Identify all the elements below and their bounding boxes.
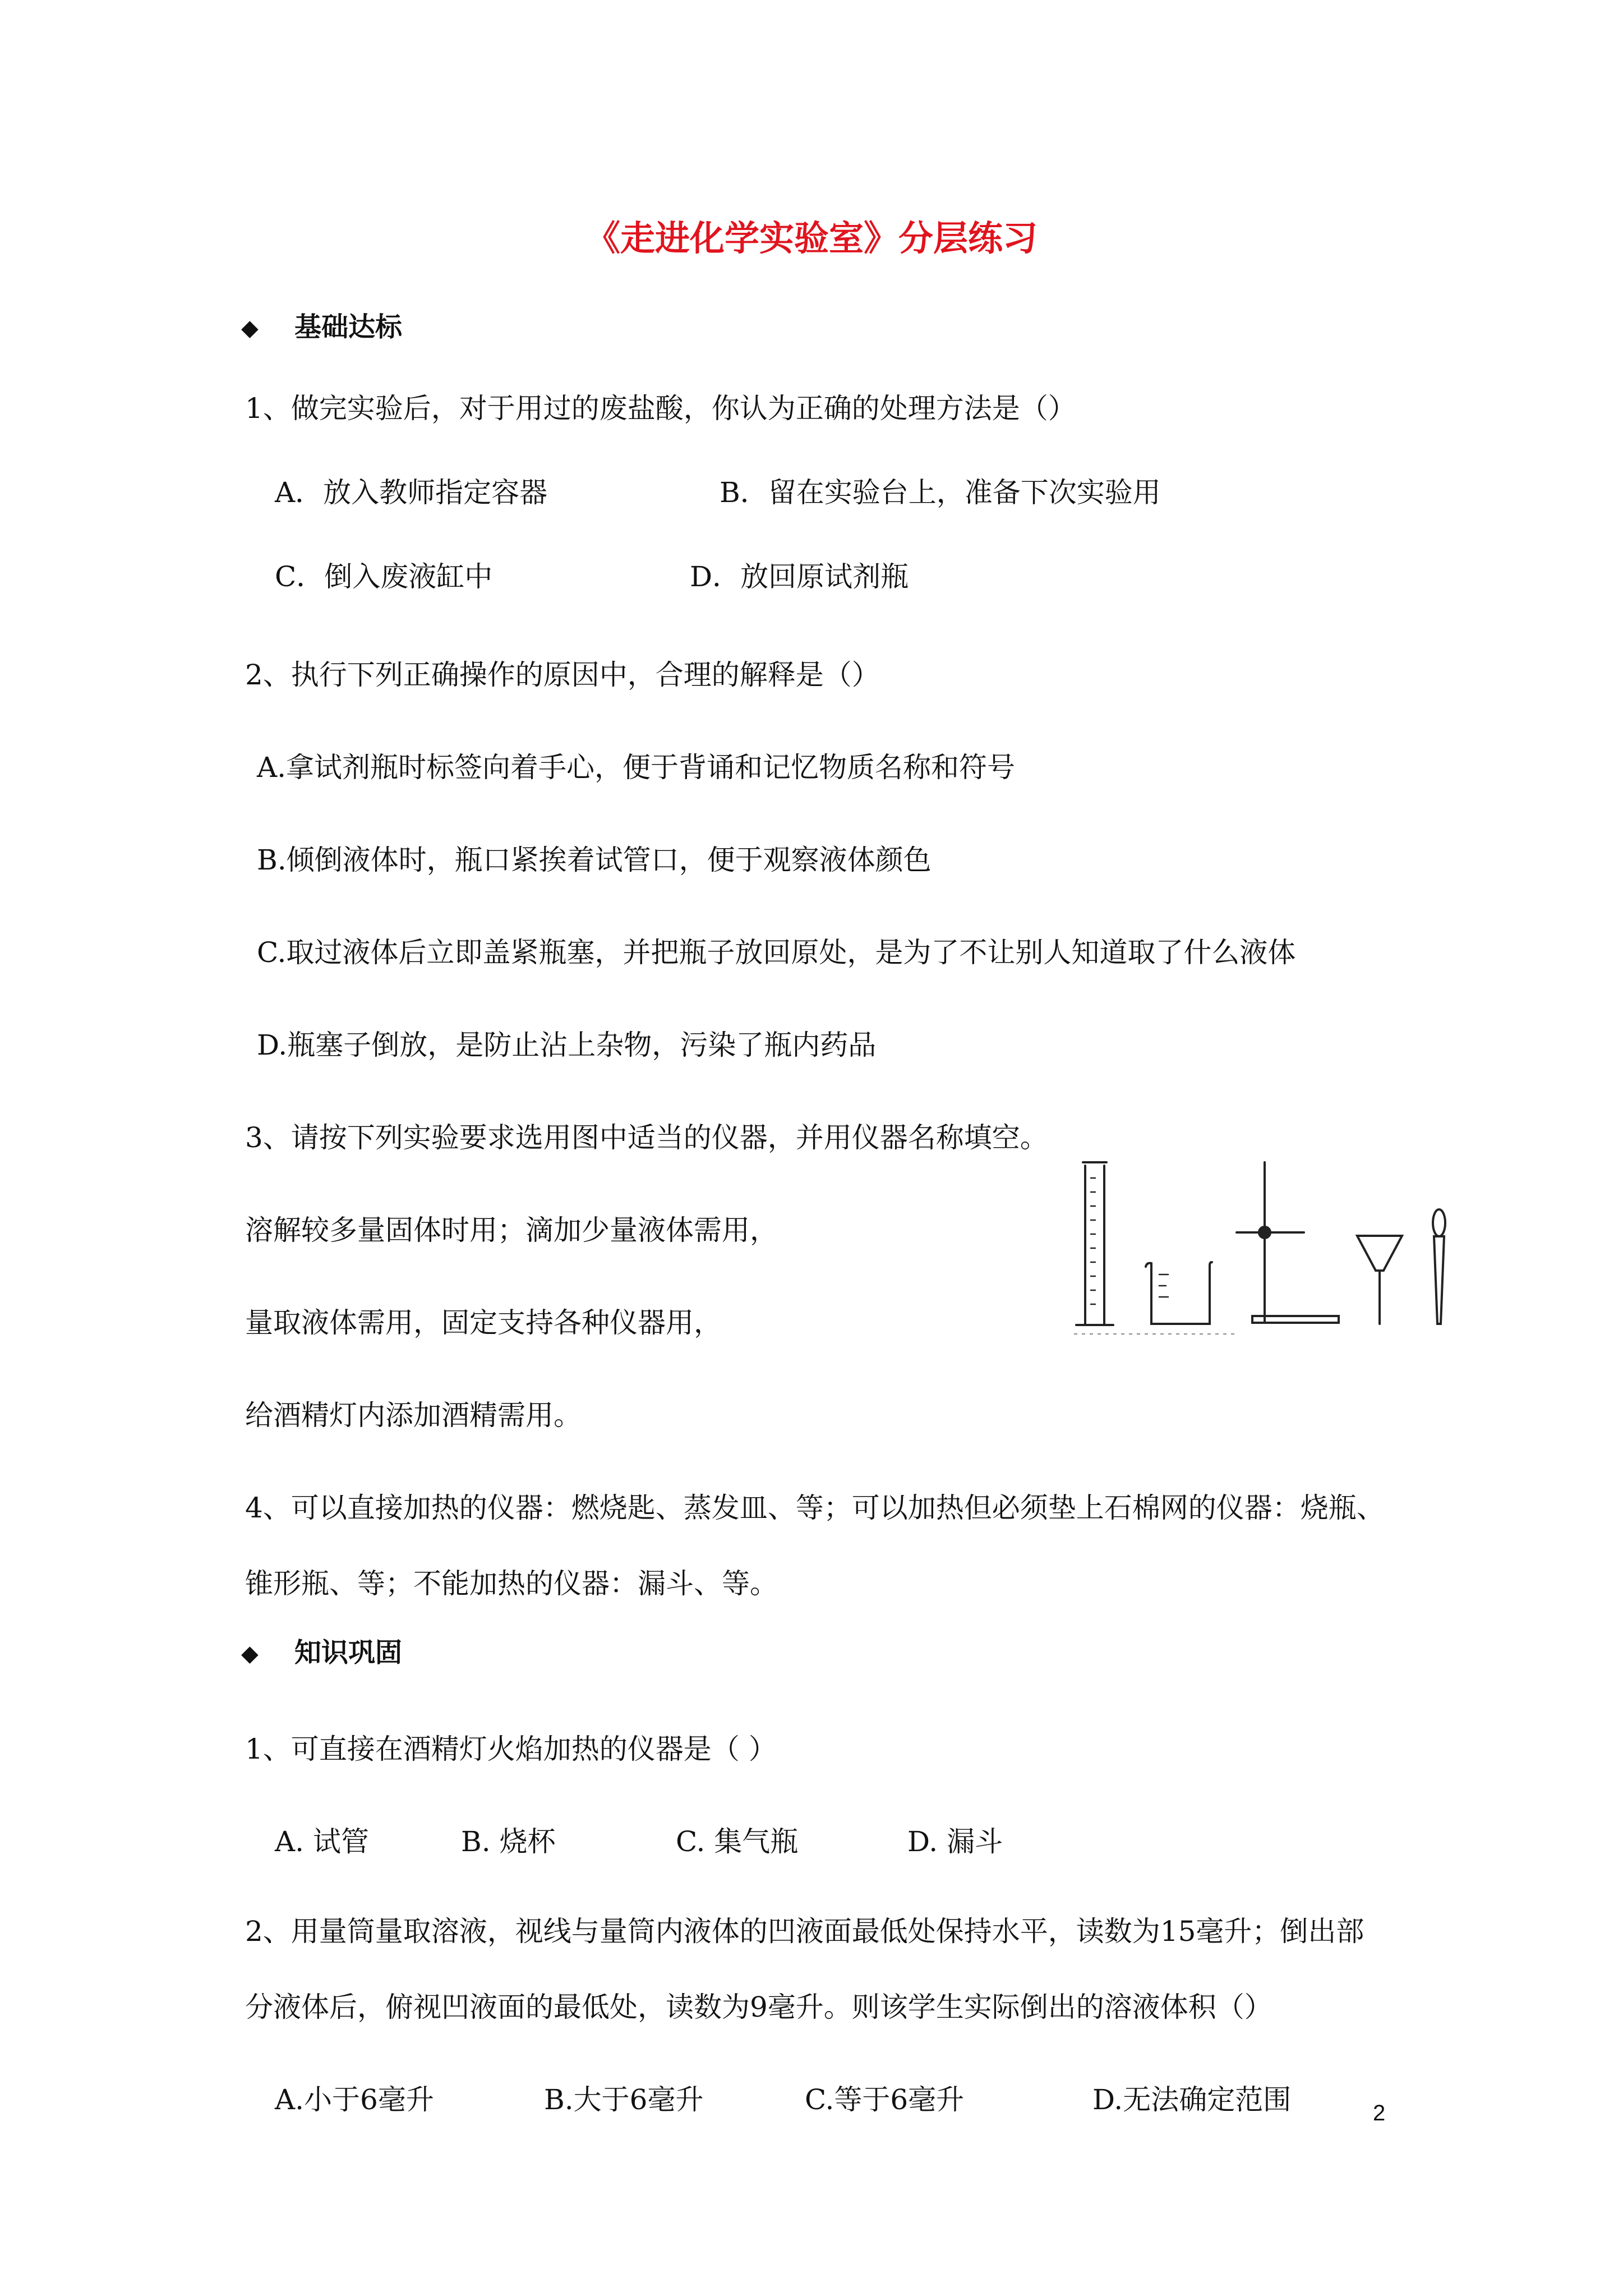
question-6-option-b: B.大于6毫升 bbox=[544, 2083, 704, 2116]
question-3-stem: 3、请按下列实验要求选用图中适当的仪器，并用仪器名称填空。 bbox=[245, 1121, 1048, 1154]
question-1-option-c: C．倒入废液缸中 bbox=[275, 560, 493, 593]
question-3-line-2: 量取液体需用，固定支持各种仪器用， bbox=[245, 1306, 722, 1339]
question-2-option-a: A.拿试剂瓶时标签向着手心，便于背诵和记忆物质名称和符号 bbox=[257, 751, 1016, 784]
question-6-option-a: A.小于6毫升 bbox=[275, 2083, 434, 2116]
question-3-line-1: 溶解较多量固体时用；滴加少量液体需用， bbox=[245, 1214, 778, 1246]
question-6-line-2: 分液体后，俯视凹液面的最低处，读数为9毫升。则该学生实际倒出的溶液体积（） bbox=[245, 1991, 1272, 2023]
page-number: 2 bbox=[1373, 2101, 1386, 2125]
question-6-option-d: D.无法确定范围 bbox=[1092, 2083, 1292, 2116]
question-4-line-2: 锥形瓶、等；不能加热的仪器：漏斗、等。 bbox=[245, 1567, 778, 1600]
question-6-line-1: 2、用量筒量取溶液，视线与量筒内液体的凹液面最低处保持水平，读数为15毫升；倒出部 bbox=[245, 1915, 1364, 1948]
diamond-bullet-icon: ◆ bbox=[241, 315, 259, 341]
question-2-option-b: B.倾倒液体时，瓶口紧挨着试管口，便于观察液体颜色 bbox=[257, 844, 932, 876]
question-1-option-a: A．放入教师指定容器 bbox=[275, 476, 548, 509]
question-1-option-d: D．放回原试剂瓶 bbox=[690, 560, 909, 593]
question-2-option-d: D.瓶塞子倒放，是防止沾上杂物，污染了瓶内药品 bbox=[257, 1029, 877, 1061]
question-4-line-1: 4、可以直接加热的仪器：燃烧匙、蒸发皿、等；可以加热但必须垫上石棉网的仪器：烧瓶、 bbox=[245, 1492, 1385, 1524]
beaker-icon bbox=[1146, 1262, 1212, 1324]
question-1-option-b: B．留在实验台上，准备下次实验用 bbox=[720, 476, 1161, 509]
question-6-option-c: C.等于6毫升 bbox=[805, 2083, 965, 2116]
lab-apparatus-figure bbox=[1068, 1156, 1455, 1335]
iron-stand-icon bbox=[1237, 1162, 1339, 1323]
question-5-option-a: A. 试管 bbox=[275, 1825, 369, 1858]
question-2-option-c: C.取过液体后立即盖紧瓶塞，并把瓶子放回原处，是为了不让别人知道取了什么液体 bbox=[257, 936, 1296, 969]
question-5-option-b: B. 烧杯 bbox=[461, 1825, 556, 1858]
funnel-icon bbox=[1357, 1236, 1402, 1324]
diamond-bullet-icon: ◆ bbox=[241, 1641, 259, 1667]
dropper-icon bbox=[1433, 1209, 1445, 1324]
graduated-cylinder-icon bbox=[1076, 1162, 1113, 1325]
section-heading-basic: 基础达标 bbox=[294, 311, 403, 343]
question-5-option-d: D. 漏斗 bbox=[907, 1825, 1003, 1858]
question-2-stem: 2、执行下列正确操作的原因中，合理的解释是（） bbox=[245, 659, 880, 691]
question-1-stem: 1、做完实验后，对于用过的废盐酸，你认为正确的处理方法是（） bbox=[245, 392, 1076, 425]
question-3-line-3: 给酒精灯内添加酒精需用。 bbox=[245, 1399, 582, 1432]
question-5-stem: 1、可直接在酒精灯火焰加热的仪器是（ ） bbox=[245, 1733, 777, 1765]
section-heading-consolidation: 知识巩固 bbox=[294, 1637, 403, 1668]
page-title: 《走进化学实验室》分层练习 bbox=[585, 218, 1038, 259]
question-5-option-c: C. 集气瓶 bbox=[676, 1825, 799, 1858]
